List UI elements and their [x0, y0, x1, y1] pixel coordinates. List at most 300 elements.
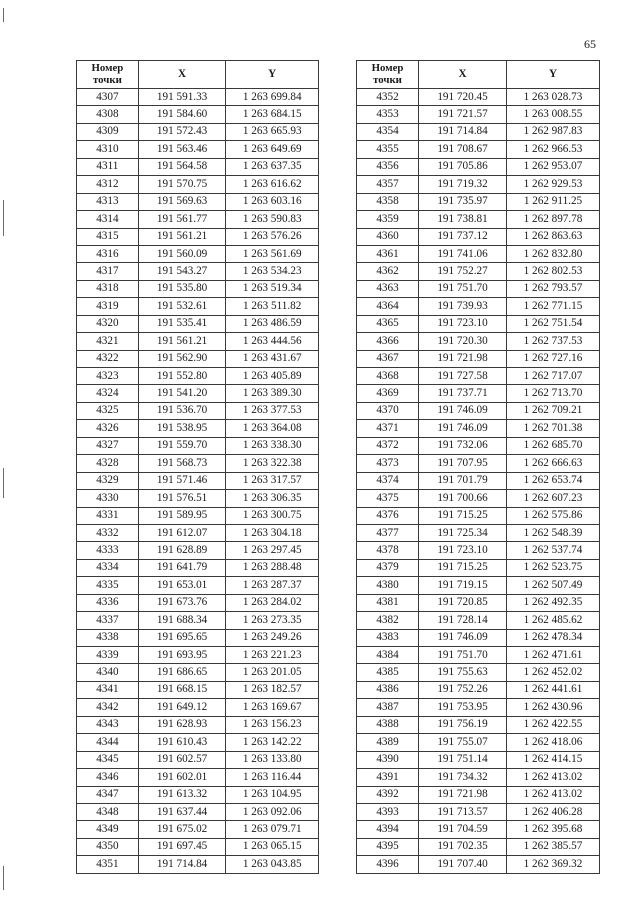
point-number-cell: 4336: [77, 594, 139, 611]
x-coordinate-cell: 191 720.85: [419, 594, 507, 611]
point-number-cell: 4342: [77, 699, 139, 716]
x-coordinate-cell: 191 705.86: [419, 158, 507, 175]
point-number-cell: 4326: [77, 420, 139, 437]
y-coordinate-cell: 1 262 793.57: [507, 280, 600, 297]
table-row: [77, 803, 319, 820]
table-row: [357, 402, 600, 419]
point-number-cell: 4333: [77, 542, 139, 559]
point-number-cell: 4393: [357, 803, 419, 820]
table-row: [357, 280, 600, 297]
x-coordinate-cell: 191 673.76: [138, 594, 226, 611]
y-coordinate-cell: 1 263 156.23: [226, 716, 319, 733]
y-coordinate-cell: 1 262 485.62: [507, 612, 600, 629]
x-coordinate-cell: 191 751.14: [419, 751, 507, 768]
y-coordinate-cell: 1 263 288.48: [226, 559, 319, 576]
scan-margin-line: [3, 866, 4, 890]
coordinates-table-right: [356, 60, 600, 874]
x-coordinate-cell: 191 755.07: [419, 734, 507, 751]
point-number-cell: 4357: [357, 176, 419, 193]
point-number-cell: 4390: [357, 751, 419, 768]
table-row: [357, 559, 600, 576]
point-number-cell: 4344: [77, 734, 139, 751]
table-row: [357, 193, 600, 210]
table-row: [77, 716, 319, 733]
table-row: [357, 472, 600, 489]
x-coordinate-cell: 191 721.57: [419, 106, 507, 123]
point-number-cell: 4396: [357, 856, 419, 873]
y-coordinate-cell: 1 263 377.53: [226, 402, 319, 419]
page-number: 65: [584, 37, 596, 51]
table-row: [77, 385, 319, 402]
point-number-cell: 4394: [357, 821, 419, 838]
y-coordinate-cell: 1 262 737.53: [507, 333, 600, 350]
y-coordinate-cell: 1 263 306.35: [226, 490, 319, 507]
x-coordinate-cell: 191 693.95: [138, 647, 226, 664]
y-coordinate-cell: 1 263 304.18: [226, 524, 319, 541]
y-coordinate-cell: 1 263 104.95: [226, 786, 319, 803]
point-number-cell: 4341: [77, 681, 139, 698]
point-number-cell: 4322: [77, 350, 139, 367]
point-number-cell: 4388: [357, 716, 419, 733]
x-coordinate-cell: 191 572.43: [138, 123, 226, 140]
x-coordinate-cell: 191 628.89: [138, 542, 226, 559]
y-coordinate-cell: 1 262 987.83: [507, 123, 600, 140]
table-row: [357, 751, 600, 768]
point-number-cell: 4334: [77, 559, 139, 576]
table-row: [357, 594, 600, 611]
table-row: [77, 211, 319, 228]
y-coordinate-cell: 1 262 414.15: [507, 751, 600, 768]
y-coordinate-cell: 1 262 653.74: [507, 472, 600, 489]
table-row: [357, 298, 600, 315]
y-coordinate-cell: 1 263 364.08: [226, 420, 319, 437]
y-coordinate-cell: 1 263 221.23: [226, 647, 319, 664]
table-row: [357, 856, 600, 873]
y-coordinate-cell: 1 263 317.57: [226, 472, 319, 489]
table-row: [77, 176, 319, 193]
point-number-cell: 4368: [357, 368, 419, 385]
table-row: [77, 298, 319, 315]
x-coordinate-cell: 191 561.77: [138, 211, 226, 228]
y-coordinate-cell: 1 263 431.67: [226, 350, 319, 367]
point-number-cell: 4351: [77, 856, 139, 873]
point-number-cell: 4315: [77, 228, 139, 245]
table-row: [357, 490, 600, 507]
table-row: [77, 368, 319, 385]
point-number-cell: 4352: [357, 89, 419, 106]
scan-margin-line: [3, 468, 4, 498]
x-coordinate-cell: 191 734.32: [419, 769, 507, 786]
x-coordinate-cell: 191 725.34: [419, 524, 507, 541]
point-number-cell: 4361: [357, 245, 419, 262]
point-number-cell: 4365: [357, 315, 419, 332]
y-coordinate-cell: 1 262 685.70: [507, 437, 600, 454]
point-number-cell: 4313: [77, 193, 139, 210]
header-x: X: [419, 61, 507, 89]
y-coordinate-cell: 1 262 666.63: [507, 455, 600, 472]
point-number-cell: 4348: [77, 803, 139, 820]
point-number-cell: 4328: [77, 455, 139, 472]
table-header-row: [357, 61, 600, 89]
point-number-cell: 4329: [77, 472, 139, 489]
table-row: [357, 699, 600, 716]
point-number-cell: 4355: [357, 141, 419, 158]
table-row: [77, 437, 319, 454]
y-coordinate-cell: 1 262 413.02: [507, 769, 600, 786]
x-coordinate-cell: 191 637.44: [138, 803, 226, 820]
point-number-cell: 4335: [77, 577, 139, 594]
point-number-cell: 4346: [77, 769, 139, 786]
table-row: [357, 158, 600, 175]
point-number-cell: 4358: [357, 193, 419, 210]
point-number-cell: 4379: [357, 559, 419, 576]
point-number-cell: 4331: [77, 507, 139, 524]
point-number-cell: 4312: [77, 176, 139, 193]
table-row: [357, 437, 600, 454]
point-number-cell: 4321: [77, 333, 139, 350]
point-number-cell: 4383: [357, 629, 419, 646]
x-coordinate-cell: 191 538.95: [138, 420, 226, 437]
x-coordinate-cell: 191 591.33: [138, 89, 226, 106]
x-coordinate-cell: 191 697.45: [138, 838, 226, 855]
point-number-cell: 4382: [357, 612, 419, 629]
table-row: [357, 123, 600, 140]
x-coordinate-cell: 191 610.43: [138, 734, 226, 751]
x-coordinate-cell: 191 737.12: [419, 228, 507, 245]
y-coordinate-cell: 1 262 492.35: [507, 594, 600, 611]
table-row: [357, 542, 600, 559]
table-row: [77, 507, 319, 524]
x-coordinate-cell: 191 751.70: [419, 280, 507, 297]
x-coordinate-cell: 191 723.10: [419, 315, 507, 332]
point-number-cell: 4343: [77, 716, 139, 733]
y-coordinate-cell: 1 263 519.34: [226, 280, 319, 297]
x-coordinate-cell: 191 720.30: [419, 333, 507, 350]
x-coordinate-cell: 191 714.84: [138, 856, 226, 873]
point-number-cell: 4386: [357, 681, 419, 698]
y-coordinate-cell: 1 262 802.53: [507, 263, 600, 280]
x-coordinate-cell: 191 707.40: [419, 856, 507, 873]
y-coordinate-cell: 1 262 406.28: [507, 803, 600, 820]
x-coordinate-cell: 191 752.26: [419, 681, 507, 698]
point-number-cell: 4380: [357, 577, 419, 594]
y-coordinate-cell: 1 263 079.71: [226, 821, 319, 838]
table-row: [77, 193, 319, 210]
table-row: [77, 402, 319, 419]
table-row: [357, 786, 600, 803]
point-number-cell: 4367: [357, 350, 419, 367]
y-coordinate-cell: 1 262 832.80: [507, 245, 600, 262]
x-coordinate-cell: 191 569.63: [138, 193, 226, 210]
x-coordinate-cell: 191 602.01: [138, 769, 226, 786]
x-coordinate-cell: 191 541.20: [138, 385, 226, 402]
y-coordinate-cell: 1 263 065.15: [226, 838, 319, 855]
x-coordinate-cell: 191 701.79: [419, 472, 507, 489]
table-row: [77, 280, 319, 297]
table-row: [77, 455, 319, 472]
table-row: [77, 699, 319, 716]
point-number-cell: 4360: [357, 228, 419, 245]
x-coordinate-cell: 191 738.81: [419, 211, 507, 228]
point-number-cell: 4316: [77, 245, 139, 262]
y-coordinate-cell: 1 263 169.67: [226, 699, 319, 716]
point-number-cell: 4392: [357, 786, 419, 803]
x-coordinate-cell: 191 707.95: [419, 455, 507, 472]
x-coordinate-cell: 191 532.61: [138, 298, 226, 315]
x-coordinate-cell: 191 552.80: [138, 368, 226, 385]
point-number-cell: 4354: [357, 123, 419, 140]
table-body-left: [77, 89, 319, 874]
table-row: [357, 106, 600, 123]
point-number-cell: 4314: [77, 211, 139, 228]
y-coordinate-cell: 1 262 523.75: [507, 559, 600, 576]
y-coordinate-cell: 1 262 953.07: [507, 158, 600, 175]
x-coordinate-cell: 191 570.75: [138, 176, 226, 193]
y-coordinate-cell: 1 262 911.25: [507, 193, 600, 210]
y-coordinate-cell: 1 263 092.06: [226, 803, 319, 820]
x-coordinate-cell: 191 755.63: [419, 664, 507, 681]
x-coordinate-cell: 191 653.01: [138, 577, 226, 594]
y-coordinate-cell: 1 262 537.74: [507, 542, 600, 559]
point-number-cell: 4319: [77, 298, 139, 315]
x-coordinate-cell: 191 535.41: [138, 315, 226, 332]
x-coordinate-cell: 191 735.97: [419, 193, 507, 210]
point-number-cell: 4327: [77, 437, 139, 454]
x-coordinate-cell: 191 753.95: [419, 699, 507, 716]
table-row: [77, 769, 319, 786]
table-row: [77, 158, 319, 175]
table-row: [77, 664, 319, 681]
point-number-cell: 4317: [77, 263, 139, 280]
x-coordinate-cell: 191 752.27: [419, 263, 507, 280]
table-row: [77, 542, 319, 559]
y-coordinate-cell: 1 263 637.35: [226, 158, 319, 175]
point-number-cell: 4373: [357, 455, 419, 472]
y-coordinate-cell: 1 262 452.02: [507, 664, 600, 681]
table-row: [77, 559, 319, 576]
y-coordinate-cell: 1 262 966.53: [507, 141, 600, 158]
y-coordinate-cell: 1 263 284.02: [226, 594, 319, 611]
point-number-cell: 4366: [357, 333, 419, 350]
y-coordinate-cell: 1 262 701.38: [507, 420, 600, 437]
x-coordinate-cell: 191 571.46: [138, 472, 226, 489]
point-number-cell: 4372: [357, 437, 419, 454]
table-row: [77, 786, 319, 803]
x-coordinate-cell: 191 688.34: [138, 612, 226, 629]
x-coordinate-cell: 191 756.19: [419, 716, 507, 733]
y-coordinate-cell: 1 262 713.70: [507, 385, 600, 402]
table-row: [77, 350, 319, 367]
table-row: [357, 368, 600, 385]
x-coordinate-cell: 191 564.58: [138, 158, 226, 175]
x-coordinate-cell: 191 668.15: [138, 681, 226, 698]
table-row: [357, 629, 600, 646]
y-coordinate-cell: 1 263 182.57: [226, 681, 319, 698]
table-row: [357, 838, 600, 855]
x-coordinate-cell: 191 737.71: [419, 385, 507, 402]
point-number-cell: 4330: [77, 490, 139, 507]
y-coordinate-cell: 1 263 008.55: [507, 106, 600, 123]
y-coordinate-cell: 1 262 471.61: [507, 647, 600, 664]
point-number-cell: 4332: [77, 524, 139, 541]
y-coordinate-cell: 1 262 548.39: [507, 524, 600, 541]
y-coordinate-cell: 1 262 575.86: [507, 507, 600, 524]
y-coordinate-cell: 1 263 511.82: [226, 298, 319, 315]
point-number-cell: 4385: [357, 664, 419, 681]
point-number-cell: 4324: [77, 385, 139, 402]
x-coordinate-cell: 191 641.79: [138, 559, 226, 576]
point-number-cell: 4325: [77, 402, 139, 419]
x-coordinate-cell: 191 568.73: [138, 455, 226, 472]
x-coordinate-cell: 191 612.07: [138, 524, 226, 541]
x-coordinate-cell: 191 535.80: [138, 280, 226, 297]
table-row: [357, 385, 600, 402]
x-coordinate-cell: 191 602.57: [138, 751, 226, 768]
y-coordinate-cell: 1 263 043.85: [226, 856, 319, 873]
table-row: [77, 577, 319, 594]
x-coordinate-cell: 191 727.58: [419, 368, 507, 385]
x-coordinate-cell: 191 704.59: [419, 821, 507, 838]
y-coordinate-cell: 1 263 338.30: [226, 437, 319, 454]
point-number-cell: 4338: [77, 629, 139, 646]
table-row: [77, 263, 319, 280]
y-coordinate-cell: 1 262 418.06: [507, 734, 600, 751]
point-number-cell: 4374: [357, 472, 419, 489]
y-coordinate-cell: 1 262 478.34: [507, 629, 600, 646]
table-row: [357, 350, 600, 367]
point-number-cell: 4389: [357, 734, 419, 751]
x-coordinate-cell: 191 649.12: [138, 699, 226, 716]
point-number-cell: 4381: [357, 594, 419, 611]
point-number-cell: 4363: [357, 280, 419, 297]
y-coordinate-cell: 1 262 709.21: [507, 402, 600, 419]
x-coordinate-cell: 191 751.70: [419, 647, 507, 664]
table-row: [77, 524, 319, 541]
y-coordinate-cell: 1 263 405.89: [226, 368, 319, 385]
y-coordinate-cell: 1 263 534.23: [226, 263, 319, 280]
x-coordinate-cell: 191 721.98: [419, 786, 507, 803]
point-number-cell: 4377: [357, 524, 419, 541]
y-coordinate-cell: 1 263 684.15: [226, 106, 319, 123]
y-coordinate-cell: 1 263 322.38: [226, 455, 319, 472]
table-row: [77, 821, 319, 838]
y-coordinate-cell: 1 263 287.37: [226, 577, 319, 594]
y-coordinate-cell: 1 262 751.54: [507, 315, 600, 332]
x-coordinate-cell: 191 686.65: [138, 664, 226, 681]
table-row: [77, 629, 319, 646]
table-row: [357, 821, 600, 838]
x-coordinate-cell: 191 720.45: [419, 89, 507, 106]
x-coordinate-cell: 191 543.27: [138, 263, 226, 280]
y-coordinate-cell: 1 262 607.23: [507, 490, 600, 507]
table-row: [357, 507, 600, 524]
point-number-cell: 4369: [357, 385, 419, 402]
x-coordinate-cell: 191 584.60: [138, 106, 226, 123]
y-coordinate-cell: 1 262 717.07: [507, 368, 600, 385]
table-row: [357, 612, 600, 629]
table-row: [357, 455, 600, 472]
point-number-cell: 4347: [77, 786, 139, 803]
table-row: [77, 856, 319, 873]
y-coordinate-cell: 1 262 422.55: [507, 716, 600, 733]
point-number-cell: 4309: [77, 123, 139, 140]
y-coordinate-cell: 1 263 116.44: [226, 769, 319, 786]
y-coordinate-cell: 1 262 369.32: [507, 856, 600, 873]
x-coordinate-cell: 191 741.06: [419, 245, 507, 262]
point-number-cell: 4340: [77, 664, 139, 681]
x-coordinate-cell: 191 589.95: [138, 507, 226, 524]
x-coordinate-cell: 191 715.25: [419, 507, 507, 524]
x-coordinate-cell: 191 559.70: [138, 437, 226, 454]
y-coordinate-cell: 1 262 929.53: [507, 176, 600, 193]
table-row: [357, 577, 600, 594]
x-coordinate-cell: 191 728.14: [419, 612, 507, 629]
scan-margin-line: [3, 8, 4, 22]
y-coordinate-cell: 1 263 616.62: [226, 176, 319, 193]
y-coordinate-cell: 1 263 561.69: [226, 245, 319, 262]
table-row: [77, 734, 319, 751]
y-coordinate-cell: 1 263 300.75: [226, 507, 319, 524]
y-coordinate-cell: 1 263 590.83: [226, 211, 319, 228]
x-coordinate-cell: 191 714.84: [419, 123, 507, 140]
x-coordinate-cell: 191 700.66: [419, 490, 507, 507]
x-coordinate-cell: 191 746.09: [419, 402, 507, 419]
header-point-number: Номер точки: [77, 61, 139, 89]
table-row: [357, 141, 600, 158]
y-coordinate-cell: 1 262 727.16: [507, 350, 600, 367]
table-row: [357, 524, 600, 541]
table-row: [77, 89, 319, 106]
table-row: [77, 838, 319, 855]
x-coordinate-cell: 191 628.93: [138, 716, 226, 733]
x-coordinate-cell: 191 702.35: [419, 838, 507, 855]
y-coordinate-cell: 1 263 133.80: [226, 751, 319, 768]
x-coordinate-cell: 191 746.09: [419, 629, 507, 646]
x-coordinate-cell: 191 723.10: [419, 542, 507, 559]
point-number-cell: 4371: [357, 420, 419, 437]
y-coordinate-cell: 1 263 249.26: [226, 629, 319, 646]
table-row: [357, 420, 600, 437]
y-coordinate-cell: 1 262 430.96: [507, 699, 600, 716]
point-number-cell: 4323: [77, 368, 139, 385]
table-row: [357, 769, 600, 786]
x-coordinate-cell: 191 732.06: [419, 437, 507, 454]
table-row: [357, 716, 600, 733]
y-coordinate-cell: 1 262 395.68: [507, 821, 600, 838]
y-coordinate-cell: 1 263 273.35: [226, 612, 319, 629]
point-number-cell: 4378: [357, 542, 419, 559]
y-coordinate-cell: 1 263 603.16: [226, 193, 319, 210]
table-row: [77, 141, 319, 158]
point-number-cell: 4337: [77, 612, 139, 629]
table-row: [357, 263, 600, 280]
x-coordinate-cell: 191 719.32: [419, 176, 507, 193]
table-row: [357, 89, 600, 106]
y-coordinate-cell: 1 262 771.15: [507, 298, 600, 315]
y-coordinate-cell: 1 263 649.69: [226, 141, 319, 158]
coordinates-table-left: [76, 60, 319, 874]
table-row: [77, 123, 319, 140]
table-row: [77, 245, 319, 262]
header-y: Y: [226, 61, 319, 89]
point-number-cell: 4362: [357, 263, 419, 280]
table-row: [357, 245, 600, 262]
table-row: [357, 803, 600, 820]
table-row: [357, 333, 600, 350]
x-coordinate-cell: 191 675.02: [138, 821, 226, 838]
point-number-cell: 4359: [357, 211, 419, 228]
point-number-cell: 4391: [357, 769, 419, 786]
